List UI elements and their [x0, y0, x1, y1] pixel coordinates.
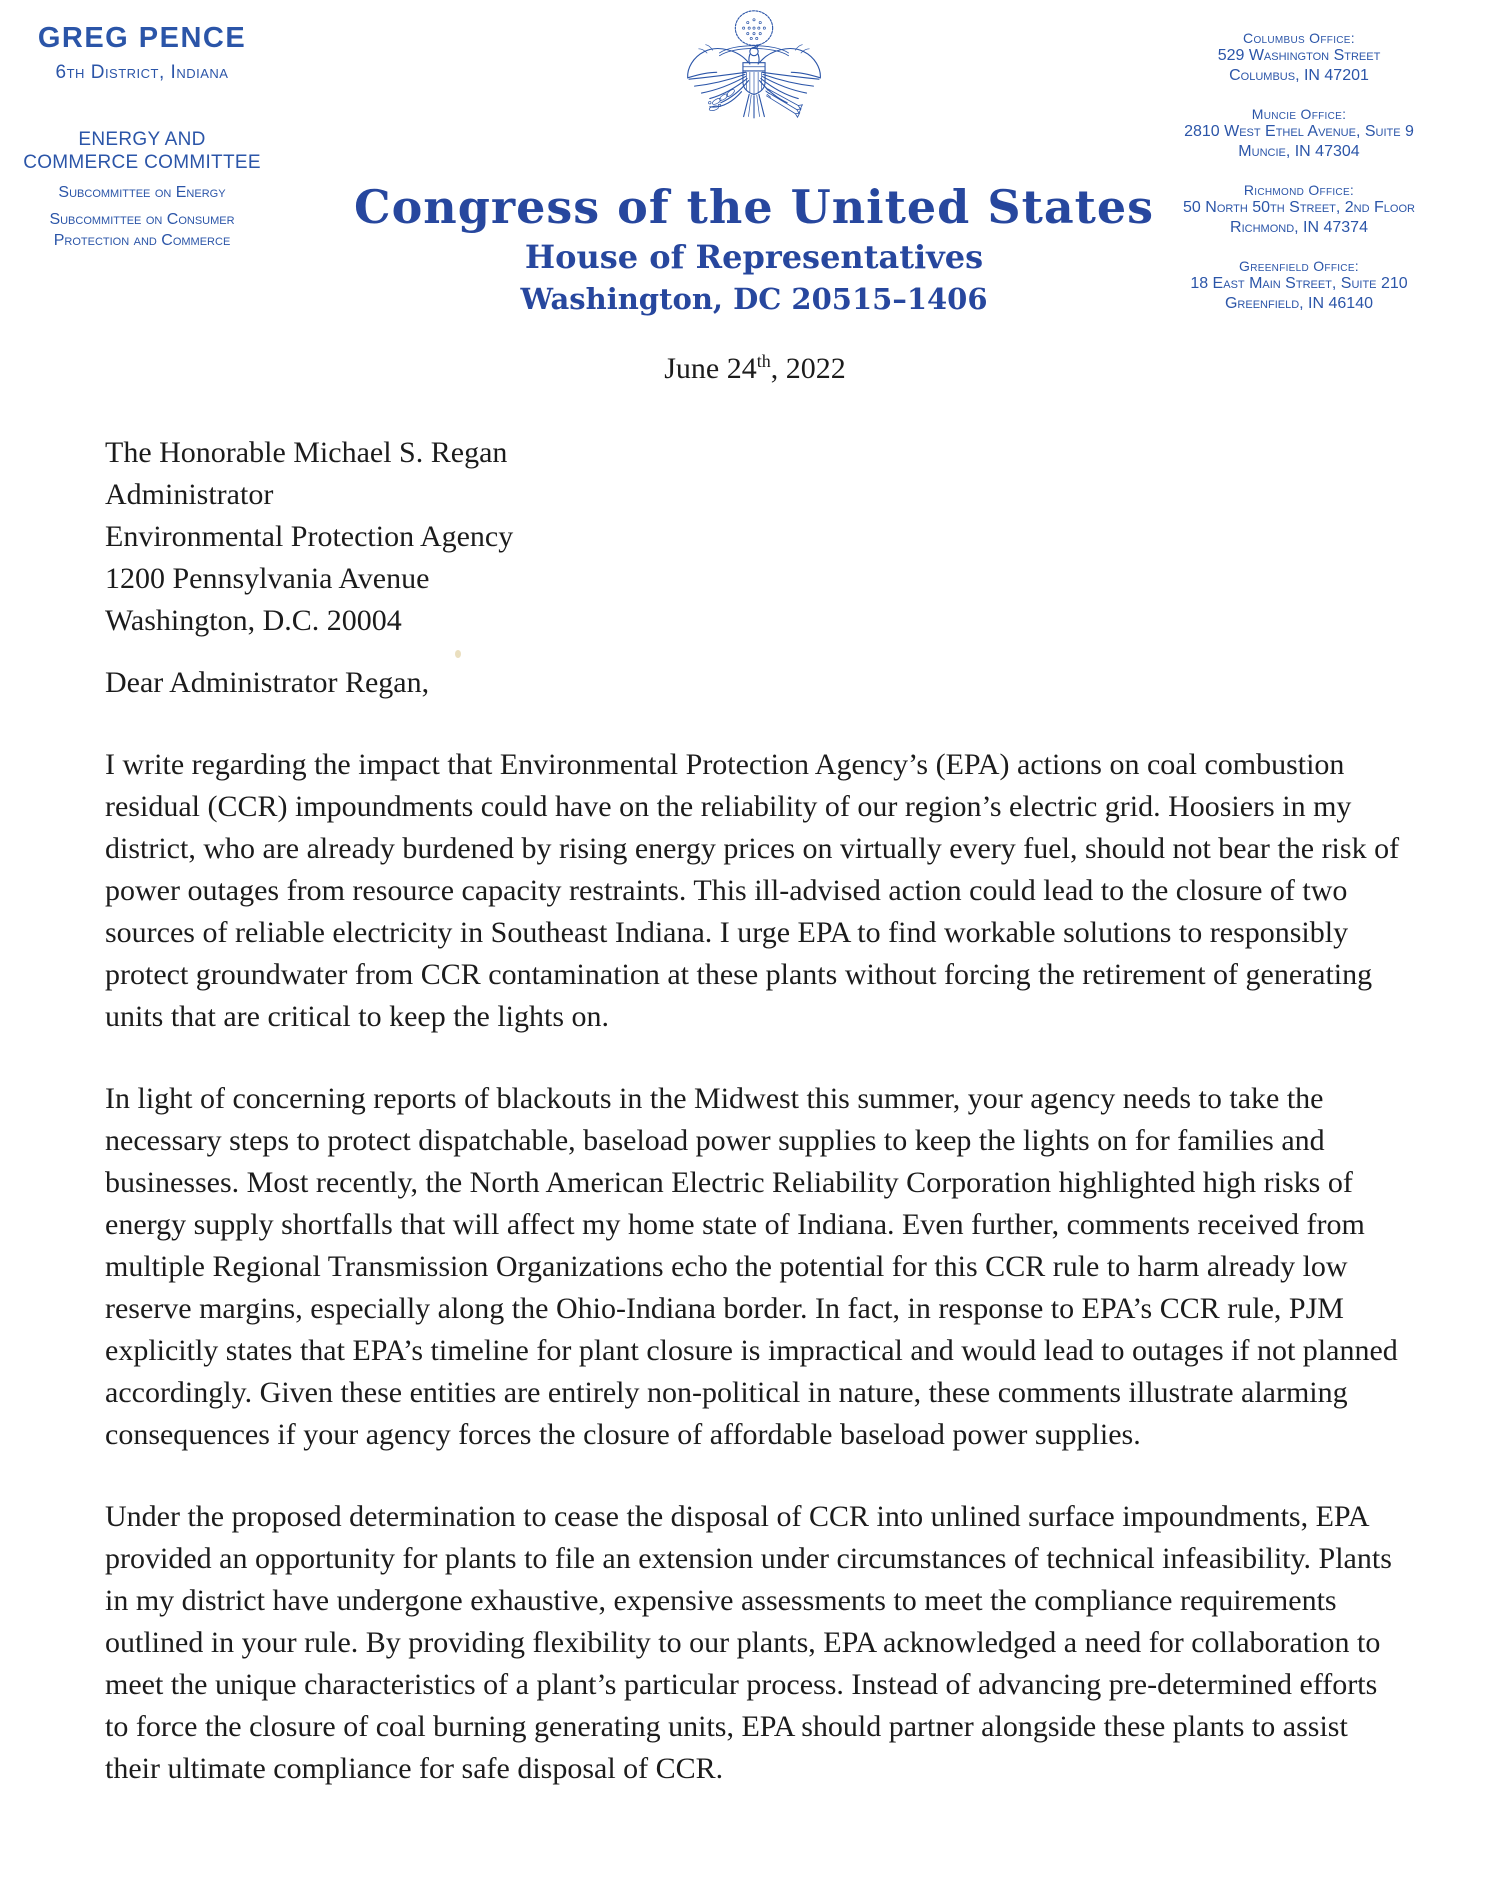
office-address-line: 50 North 50th Street, 2nd Floor — [1183, 199, 1415, 217]
body-paragraph-3: Under the proposed determination to cease the disposal of CCR into unlined surface impoundments, EPA provided an opportunity for plants to file an extension under circumstances of technical infeasibility. Plants in my district have undergone exhaustive, expensive assessments to meet the compliance requirements outlined in your rule. By providing flexibility to our plants, EPA acknowledged a need for collaboration to meet the unique characteristics of a plant’s particular process. Instead of advancing pre-determined efforts to force the closure of coal burning generating units, EPA should partner alongside these plants to assist their ultimate compliance for safe disposal of CCR. — [105, 1500, 1392, 1785]
office-title: Columbus Office: — [1243, 30, 1355, 46]
office-greenfield — [1104, 258, 1494, 313]
body-paragraph-1: I write regarding the impact that Environmental Protection Agency’s (EPA) actions on coal combustion residual (CCR) impoundments could have on the reliability of our region’s electric grid. Hoosiers in my district, who are already burdened by rising energy prices on virtually every fuel, should not bear the risk of power outages from resource capacity restraints. This ill-advised action could lead to the closure of two sources of reliable electricity in Southeast Indiana. I urge EPA to find workable solutions to responsibly protect groundwater from CCR contamination at these plants without forcing the retirement of generating units that are critical to keep the lights on. — [105, 748, 1400, 1033]
office-title: Richmond Office: — [1243, 182, 1355, 199]
office-title: Greenfield Office: — [1239, 258, 1359, 275]
body-paragraph-2: In light of concerning reports of blackouts in the Midwest this summer, your agency needs to take the necessary steps to protect dispatchable, baseload power supplies to keep the lights on for families and businesses. Most recently, the North American Electric Reliability Corporation highlighted high risks of energy supply shortfalls that will affect my home state of Indiana. Even further, comments received from multiple Regional Transmission Organizations echo the potential for this CCR rule to harm already low reserve margins, especially along the Ohio-Indiana border. In fact, in response to EPA’s CCR rule, PJM explicitly states that EPA’s timeline for plant closure is impractical and would lead to outages if not planned accordingly. Given these entities are entirely non-political in nature, these comments illustrate alarming consequences if your agency forces the closure of affordable baseload power supplies. — [105, 1082, 1398, 1451]
date-ordinal-superscript: th — [756, 351, 771, 371]
washington-heading: Washington, DC 20515–1406 — [520, 282, 988, 316]
subcommittee-energy: Subcommittee on Energy — [58, 184, 226, 202]
date-suffix: , 2022 — [770, 352, 846, 385]
office-address-line: Columbus, IN 47201 — [1229, 66, 1369, 84]
office-address-line: Greenfield, IN 46140 — [1224, 294, 1373, 312]
recipient-agency: Environmental Protection Agency — [105, 520, 514, 553]
office-address-line: Richmond, IN 47374 — [1230, 218, 1368, 236]
office-columbus — [1104, 30, 1494, 85]
subcommittee-consumer-protection: Subcommittee on Consumer Protection and Commerce — [49, 211, 235, 249]
scan-speck — [455, 650, 461, 658]
district-offices-block — [1104, 30, 1494, 334]
office-address-line: Muncie, IN 47304 — [1238, 142, 1360, 160]
office-address-line: 2810 West Ethel Avenue, Suite 9 — [1184, 123, 1414, 141]
office-muncie — [1104, 106, 1494, 161]
date-prefix: June 24 — [664, 352, 757, 385]
great-seal-eagle-icon — [678, 6, 830, 140]
salutation: Dear Administrator Regan, — [105, 666, 430, 699]
date-line — [105, 348, 1405, 390]
recipient-name: The Honorable Michael S. Regan — [105, 436, 508, 469]
recipient-address-block — [105, 432, 1405, 642]
recipient-city: Washington, D.C. 20004 — [105, 604, 402, 637]
house-heading: House of Representatives — [524, 238, 984, 276]
office-title: Muncie Office: — [1251, 106, 1347, 123]
member-name: GREG PENCE — [37, 22, 247, 54]
committee-line-1: ENERGY AND — [78, 129, 206, 150]
recipient-street: 1200 Pennsylvania Avenue — [105, 562, 430, 595]
letter-body — [105, 348, 1405, 1790]
recipient-title: Administrator — [105, 478, 274, 511]
committee-line-2: COMMERCE COMMITTEE — [23, 152, 261, 174]
congress-heading: Congress of the United States — [353, 180, 1155, 234]
office-address-line: 18 East Main Street, Suite 210 — [1190, 275, 1408, 293]
office-richmond — [1104, 182, 1494, 237]
office-address-line: 529 Washington Street — [1217, 47, 1381, 64]
member-district: 6th District, Indiana — [55, 62, 229, 83]
